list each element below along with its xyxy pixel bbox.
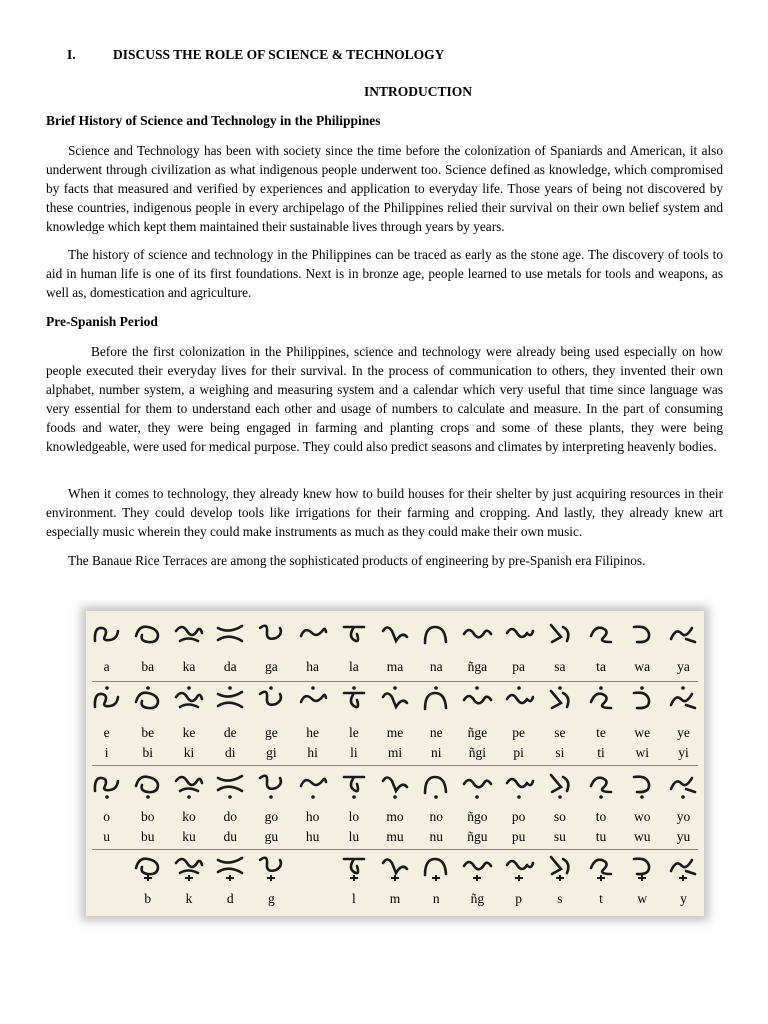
baybayin-glyph: [416, 851, 457, 889]
syllable-label: ma: [386, 659, 404, 674]
transliteration-line: [86, 657, 704, 677]
baybayin-glyph: [292, 769, 333, 807]
baybayin-glyph: [457, 619, 498, 657]
baybayin-glyph: [539, 685, 580, 723]
baybayin-glyph: [86, 619, 127, 657]
baybayin-glyph: [622, 769, 663, 807]
baybayin-glyph: [292, 685, 333, 723]
syllable-label: gi: [266, 745, 277, 760]
glyph-row: [86, 769, 704, 807]
syllable-label: do: [223, 809, 237, 824]
baybayin-glyph: [416, 769, 457, 807]
heading-number: I.: [67, 47, 76, 62]
syllable-label: go: [264, 809, 279, 824]
baybayin-glyph: [663, 685, 704, 723]
baybayin-glyph: [374, 769, 415, 807]
syllable-label: ho: [305, 809, 320, 824]
syllable-label: hi: [307, 745, 318, 760]
syllable-label: yu: [676, 829, 691, 844]
syllable-label: nu: [429, 829, 443, 844]
baybayin-glyph: [622, 685, 663, 723]
syllable-label: bu: [141, 829, 155, 844]
syllable-label: we: [634, 725, 651, 740]
syllable-label: b: [144, 891, 152, 906]
syllable-label: so: [553, 809, 566, 824]
baybayin-glyph: [210, 685, 251, 723]
baybayin-glyph: [539, 851, 580, 889]
syllable-label: li: [350, 745, 358, 760]
syllable-label: m: [389, 891, 401, 906]
syllable-label: no: [429, 809, 443, 824]
syllable-label: g: [268, 891, 275, 906]
syllable-label: yo: [676, 809, 691, 824]
syllable-label: ga: [265, 659, 278, 674]
syllable-label: mo: [386, 809, 404, 824]
baybayin-glyph: [498, 619, 539, 657]
syllable-label: pa: [512, 659, 525, 674]
syllable-label: mi: [387, 745, 403, 760]
baybayin-glyph: [210, 851, 251, 889]
syllable-label: a: [103, 659, 110, 674]
glyph-row: [86, 619, 704, 657]
baybayin-glyph: [210, 769, 251, 807]
syllable-label: y: [680, 891, 687, 906]
syllable-label: ye: [677, 725, 690, 740]
syllable-label: ñg: [470, 891, 485, 906]
transliteration-line: [86, 889, 704, 909]
syllable-label: di: [224, 745, 236, 760]
section-heading: [67, 47, 444, 63]
syllable-label: na: [429, 659, 443, 674]
transliteration-line: [86, 723, 704, 743]
baybayin-glyph: [416, 619, 457, 657]
pre-spanish-paragraph-2: When it comes to technology, they already knew how to build houses for their shelter by just acquiring resources in their environment. They could develop tools like irrigations for their farming and cropping. And lastly, they already knew art especially music wherein they could make instruments as much as they could make their own music.: [46, 486, 723, 539]
syllable-label: ta: [596, 659, 606, 674]
baybayin-glyph: [457, 851, 498, 889]
syllable-label: wa: [634, 659, 651, 674]
syllable-label: s: [557, 891, 563, 906]
baybayin-glyph: [580, 685, 621, 723]
baybayin-glyph: [333, 685, 374, 723]
syllable-label: wi: [635, 745, 649, 760]
syllable-label: t: [599, 891, 603, 906]
baybayin-glyph: [580, 769, 621, 807]
baybayin-glyph: [127, 685, 168, 723]
syllable-label: ñgi: [468, 745, 487, 760]
syllable-label: ñge: [467, 725, 488, 740]
baybayin-glyph: [663, 769, 704, 807]
pre-spanish-paragraph-3: The Banaue Rice Terraces are among the sophisticated products of engineering by pre-Spanish era Filipinos.: [68, 553, 646, 568]
syllable-label: gu: [264, 829, 279, 844]
syllable-label: u: [103, 829, 110, 844]
syllable-label: l: [351, 891, 356, 906]
syllable-label: ku: [182, 829, 196, 844]
baybayin-glyph: [292, 619, 333, 657]
syllable-label: ge: [265, 725, 278, 740]
alphabet-row: [86, 619, 704, 677]
baybayin-glyph: [374, 619, 415, 657]
syllable-label: si: [555, 745, 565, 760]
baybayin-glyph: [168, 685, 209, 723]
syllable-label: k: [185, 891, 193, 906]
alphabet-row: [86, 685, 704, 763]
syllable-label: lu: [348, 829, 360, 844]
history-paragraph-2: The history of science and technology in the Philippines can be traced as early as the stone age. The discovery of tools to aid in human life is one of its first foundations. Next is in bronze age, people learned to use metals for tools and weapons, as well as, domestication and agriculture.: [46, 247, 723, 300]
syllable-label: ni: [430, 745, 442, 760]
baybayin-glyph: [663, 619, 704, 657]
baybayin-glyph: [168, 851, 209, 889]
syllable-label: be: [141, 725, 155, 740]
baybayin-glyph: [498, 851, 539, 889]
heading-text: DISCUSS THE ROLE OF SCIENCE & TECHNOLOGY: [113, 47, 445, 62]
baybayin-glyph: [86, 851, 127, 889]
alphabet-row: [86, 851, 704, 909]
row-divider: [92, 765, 698, 766]
syllable-label: te: [596, 725, 606, 740]
baybayin-glyph: [416, 685, 457, 723]
baybayin-glyph: [333, 619, 374, 657]
syllable-label: pu: [511, 829, 526, 844]
baybayin-glyph: [580, 619, 621, 657]
baybayin-glyph: [251, 851, 292, 889]
baybayin-glyph: [374, 685, 415, 723]
baybayin-glyph: [210, 619, 251, 657]
baybayin-glyph: [539, 619, 580, 657]
syllable-label: de: [223, 725, 237, 740]
syllable-label: o: [103, 809, 110, 824]
syllable-label: ne: [429, 725, 443, 740]
transliteration-line: [86, 827, 704, 847]
syllable-label: ko: [182, 809, 196, 824]
baybayin-glyph: [86, 769, 127, 807]
syllable-label: ha: [306, 659, 319, 674]
baybayin-glyph: [292, 851, 333, 889]
baybayin-glyph: [127, 851, 168, 889]
syllable-label: pi: [513, 745, 524, 760]
baybayin-alphabet-figure: [86, 611, 704, 916]
syllable-label: pe: [512, 725, 525, 740]
syllable-label: ti: [597, 745, 605, 760]
syllable-label: [292, 889, 333, 909]
syllable-label: po: [511, 809, 526, 824]
glyph-row: [86, 851, 704, 889]
syllable-label: [86, 889, 127, 909]
syllable-label: la: [348, 659, 359, 674]
syllable-label: ñgo: [467, 809, 488, 824]
syllable-label: ke: [182, 725, 196, 740]
syllable-label: n: [432, 891, 440, 906]
baybayin-glyph: [251, 769, 292, 807]
pre-spanish-section-title: Pre-Spanish Period: [46, 314, 158, 329]
syllable-label: bo: [141, 809, 155, 824]
baybayin-glyph: [168, 619, 209, 657]
baybayin-glyph: [168, 769, 209, 807]
baybayin-glyph: [580, 851, 621, 889]
syllable-label: sa: [554, 659, 566, 674]
pre-spanish-paragraph-1: Before the first colonization in the Philippines, science and technology were already being used especially on how people executed their everyday lives for their survival. In the process of communication to others, they invented their own alphabet, number system, a weighing and measuring system and a calendar which very useful that time since language was very essential for them to understand each other and usage of numbers to calculate and measure. In the part of consuming foods and water, they were being engaged in farming and planting crops and some of these plants, they were being knowledgeable, were used for medical purpose. They could also predict seasons and climates by interpreting heavenly bodies.: [46, 344, 723, 454]
syllable-label: bi: [142, 745, 154, 760]
syllable-label: ya: [677, 659, 690, 674]
history-paragraph-1: Science and Technology has been with society since the time before the colonization of Spaniards and American, it also underwent through civilization as what indigenous people underwent too. Science defined as knowledge, which compromised by facts that measured and verified by experiences and application to everyday life. Those years of being not discovered by these countries, indigenous people in every archipelago of the Philippines relied their survival on their own belief system and knowledge which kept them maintained their sustainable lives through years by years.: [46, 143, 723, 234]
baybayin-glyph: [498, 769, 539, 807]
syllable-label: me: [386, 725, 404, 740]
baybayin-glyph: [498, 685, 539, 723]
syllable-label: su: [553, 829, 566, 844]
syllable-label: le: [348, 725, 359, 740]
syllable-label: w: [637, 891, 648, 906]
syllable-label: d: [226, 891, 234, 906]
baybayin-glyph: [622, 851, 663, 889]
syllable-label: ka: [182, 659, 196, 674]
syllable-label: yi: [678, 745, 689, 760]
baybayin-glyph: [251, 619, 292, 657]
row-divider: [92, 849, 698, 850]
baybayin-glyph: [86, 685, 127, 723]
baybayin-glyph: [333, 851, 374, 889]
baybayin-glyph: [663, 851, 704, 889]
baybayin-glyph: [622, 619, 663, 657]
syllable-label: wu: [633, 829, 651, 844]
baybayin-glyph: [127, 619, 168, 657]
syllable-label: ba: [141, 659, 155, 674]
syllable-label: du: [223, 829, 237, 844]
syllable-label: se: [554, 725, 566, 740]
syllable-label: ñgu: [467, 829, 488, 844]
syllable-label: mu: [386, 829, 404, 844]
glyph-row: [86, 685, 704, 723]
syllable-label: he: [306, 725, 319, 740]
baybayin-glyph: [539, 769, 580, 807]
syllable-label: ñga: [467, 659, 488, 674]
transliteration-line: [86, 807, 704, 827]
syllable-label: ki: [183, 745, 195, 760]
alphabet-row: [86, 769, 704, 847]
syllable-label: e: [103, 725, 110, 740]
introduction-title: INTRODUCTION: [363, 84, 472, 99]
baybayin-glyph: [333, 769, 374, 807]
syllable-label: p: [515, 891, 522, 906]
syllable-label: tu: [595, 829, 607, 844]
baybayin-glyph: [457, 769, 498, 807]
syllable-label: wo: [633, 809, 651, 824]
baybayin-glyph: [374, 851, 415, 889]
history-section-title: Brief History of Science and Technology in the Philippines: [46, 113, 381, 128]
baybayin-glyph: [457, 685, 498, 723]
syllable-label: i: [104, 745, 109, 760]
transliteration-line: [86, 743, 704, 763]
baybayin-glyph: [251, 685, 292, 723]
syllable-label: hu: [305, 829, 320, 844]
syllable-label: lo: [348, 809, 360, 824]
row-divider: [92, 681, 698, 682]
syllable-label: da: [223, 659, 237, 674]
syllable-label: to: [595, 809, 607, 824]
baybayin-glyph: [127, 769, 168, 807]
